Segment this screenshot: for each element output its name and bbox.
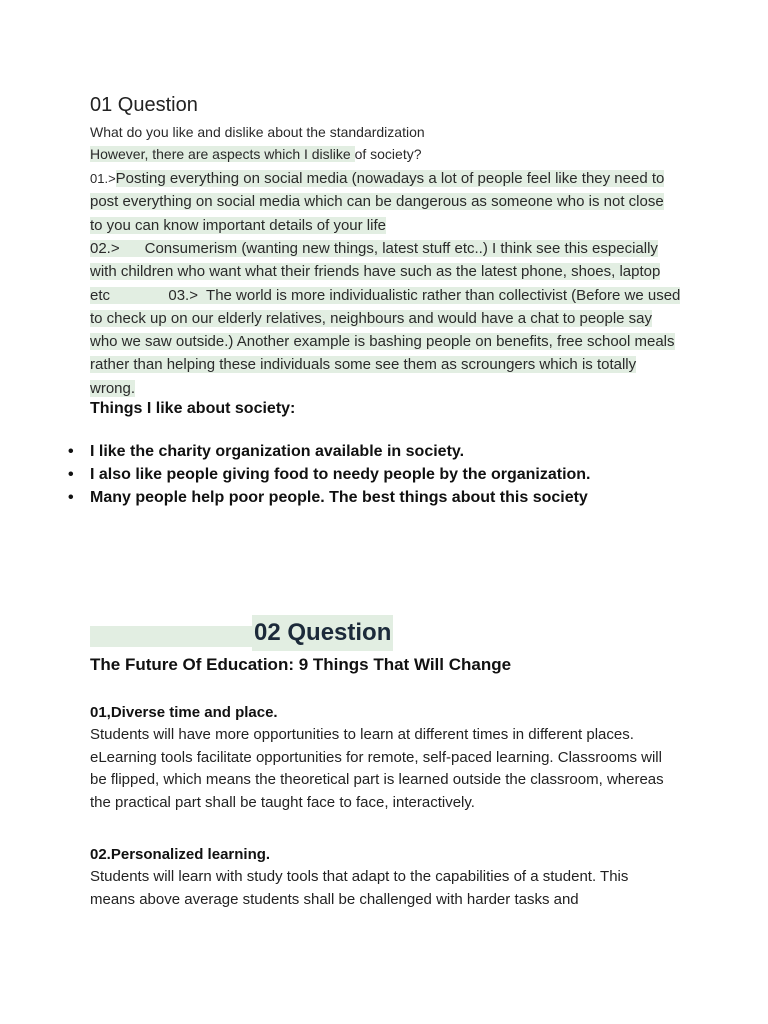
dislike-line [90, 215, 386, 236]
dislike-line [90, 331, 675, 352]
dislike-line [90, 168, 664, 189]
section-body: Students will learn with study tools that adapt to the capabilities of a student. This means above average students shall be challenged with harder tasks and [90, 868, 629, 908]
dislike-line-content: rather than helping these individuals some see them as scroungers which is totally [90, 356, 637, 374]
dislike-line-content: with children who want what their friends have such as the latest phone, shoes, laptop [90, 263, 661, 281]
dislike-intro [90, 144, 422, 165]
dislike-line [90, 308, 652, 329]
dislike-line-text [90, 287, 680, 304]
list-item [68, 486, 650, 509]
dislike-line-content: post everything on social media which can be dangerous as someone who is not close [90, 193, 664, 211]
dislike-line-text [90, 310, 652, 327]
dislike-line-text [90, 380, 135, 397]
dislike-line-text [90, 240, 658, 257]
dislike-line-content: Consumerism (wanting new things, latest stuff etc..) I think see this especially [119, 239, 658, 257]
dislike-line [90, 238, 658, 259]
question-1-title: 01 Question [90, 94, 198, 116]
list-item [68, 440, 650, 463]
question-2-subtitle: The Future Of Education: 9 Things That Will Change [90, 655, 512, 674]
dislike-intro-highlighted: However, there are aspects which I dislike [90, 146, 355, 162]
section-body: Students will have more opportunities to learn at different times in different places. eLearning tools facilitate opportunities for remote, self-paced learning. Classrooms will be flipped, which means the theoretical part is learned outside the classroom, whereas the practical part shall be taught face to face, interactively. [90, 726, 664, 811]
dislike-line-content: to check up on our elderly relatives, neighbours and would have a chat to people say [90, 309, 653, 327]
section-heading: 01,Diverse time and place. [90, 704, 278, 721]
dislike-line [90, 191, 664, 212]
highlight-band [90, 626, 252, 647]
dislike-line-text [90, 356, 636, 373]
bullet-icon: • [68, 443, 74, 460]
bullet-icon: • [68, 466, 74, 483]
question-1-prompt: What do you like and dislike about the standardization [90, 124, 425, 140]
item-number: 02.> [90, 239, 120, 257]
list-item-text: I also like people giving food to needy people by the organization. [90, 466, 591, 483]
dislike-line-text [90, 333, 675, 350]
dislike-line-content: etc 03.> The world is more individualistic rather than collectivist (Before we used [90, 286, 681, 304]
dislike-line-content: who we saw outside.) Another example is bashing people on benefits, free school meals [90, 333, 675, 351]
likes-heading: Things I like about society: [90, 400, 296, 417]
bullet-icon: • [68, 489, 74, 506]
section-heading: 02.Personalized learning. [90, 846, 271, 863]
dislike-line-text [90, 193, 664, 210]
list-item [68, 463, 650, 486]
question-2-title: 02 Question [252, 615, 393, 651]
dislike-line-content: to you can know important details of your life [90, 216, 386, 234]
dislike-intro-rest: of society? [354, 146, 422, 162]
dislike-line-text [90, 217, 386, 234]
likes-list [68, 440, 650, 509]
dislike-line [90, 354, 636, 375]
list-item-text: Many people help poor people. The best things about this society [90, 489, 588, 506]
dislike-line-content: wrong. [90, 379, 136, 397]
list-item-text: I like the charity organization available in society. [90, 443, 465, 460]
dislike-line-text [90, 263, 660, 280]
dislike-line [90, 285, 680, 306]
item-number: 01.> [90, 171, 116, 186]
dislike-line [90, 261, 660, 282]
dislike-line [90, 378, 135, 399]
dislike-line-text: Posting everything on social media (nowadays a lot of people feel like they need to [115, 170, 665, 187]
